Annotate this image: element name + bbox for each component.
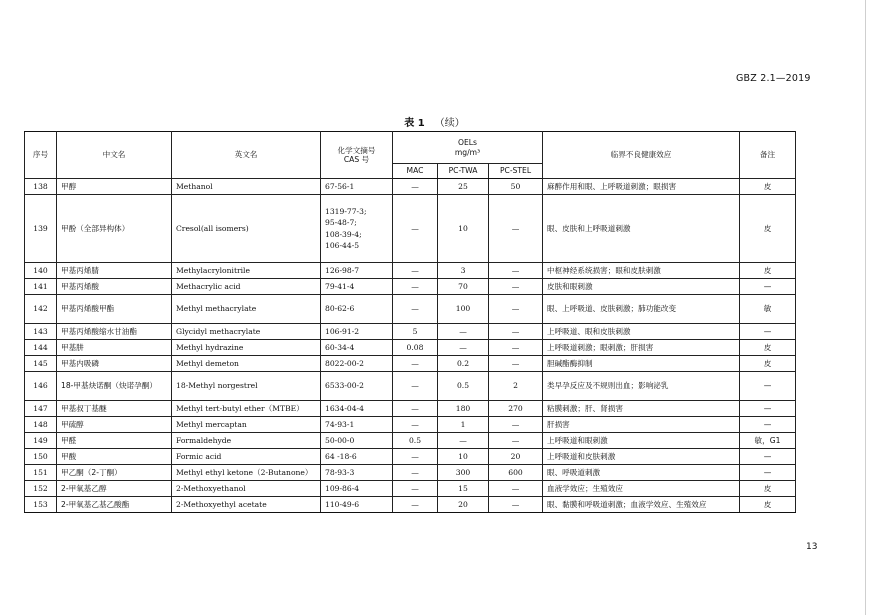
cell-no: 151 (25, 465, 57, 481)
cell-cas (321, 195, 393, 263)
cell-twa: 10 (438, 449, 489, 465)
cell-twa: 25 (438, 179, 489, 195)
cell-no: 148 (25, 417, 57, 433)
header-mac: MAC (393, 164, 438, 179)
table-row (25, 340, 796, 356)
cell-mac: — (393, 279, 438, 295)
cell-cn: 2-甲氧基乙基乙酸酯 (57, 497, 172, 513)
cell-stel: — (489, 356, 543, 372)
header-oels-line1: OELs (458, 138, 477, 147)
cell-cn: 甲酚（全部异构体） (57, 195, 172, 263)
cell-effect: 眼、皮肤和上呼吸道刺激 (543, 195, 740, 263)
header-no: 序号 (25, 132, 57, 179)
cell-twa: 70 (438, 279, 489, 295)
cell-cas (321, 340, 393, 356)
cell-no: 149 (25, 433, 57, 449)
header-cas (321, 132, 393, 179)
table-row (25, 324, 796, 340)
cell-en: 2-Methoxyethanol (172, 481, 321, 497)
cell-twa: 300 (438, 465, 489, 481)
cell-stel: 270 (489, 401, 543, 417)
cell-cas (321, 465, 393, 481)
cell-mac: 0.08 (393, 340, 438, 356)
cell-twa: 1 (438, 417, 489, 433)
cell-no: 152 (25, 481, 57, 497)
cell-cn: 18-甲基炔诺酮（炔诺孕酮） (57, 372, 172, 401)
cas-number: 50-00-0 (325, 435, 355, 445)
cas-number: 1634-04-4 (325, 403, 364, 413)
oel-table-body (25, 179, 796, 513)
cell-en: Methyl methacrylate (172, 295, 321, 324)
cell-cas (321, 401, 393, 417)
cas-number: 109-86-4 (325, 483, 360, 493)
table-row (25, 195, 796, 263)
cell-twa: 0.5 (438, 372, 489, 401)
table-row (25, 372, 796, 401)
cell-stel: 50 (489, 179, 543, 195)
cas-number: 108-39-4; (325, 229, 362, 239)
cell-note: — (740, 417, 796, 433)
cas-number: 6533-00-2 (325, 381, 364, 391)
table-row (25, 433, 796, 449)
cell-mac: — (393, 481, 438, 497)
cas-number: 60-34-4 (325, 342, 355, 352)
cell-stel: — (489, 279, 543, 295)
cell-en: Methacrylic acid (172, 279, 321, 295)
cas-number: 79-41-4 (325, 281, 355, 291)
cell-cas (321, 295, 393, 324)
cas-number: 106-91-2 (325, 326, 360, 336)
cas-number: 126-98-7 (325, 265, 360, 275)
cell-mac: — (393, 497, 438, 513)
cell-stel: — (489, 295, 543, 324)
cell-effect: 眼、呼吸道刺激 (543, 465, 740, 481)
cell-cn: 甲基叔丁基醚 (57, 401, 172, 417)
cell-twa: 15 (438, 481, 489, 497)
cell-mac: — (393, 417, 438, 433)
cell-en: Methanol (172, 179, 321, 195)
cell-cn: 2-甲氧基乙醇 (57, 481, 172, 497)
cell-effect: 眼、上呼吸道、皮肤刺激；肺功能改变 (543, 295, 740, 324)
header-cas-line1: 化学文摘号 (337, 145, 376, 155)
cell-cas (321, 179, 393, 195)
cas-number: 74-93-1 (325, 419, 355, 429)
cell-no: 142 (25, 295, 57, 324)
cell-effect: 皮肤和眼刺激 (543, 279, 740, 295)
cas-number: 64 -18-6 (325, 451, 357, 461)
cell-no: 143 (25, 324, 57, 340)
cell-mac: — (393, 179, 438, 195)
cell-twa: 180 (438, 401, 489, 417)
table-title-label: 表 1 (404, 118, 425, 129)
cell-stel: 20 (489, 449, 543, 465)
cell-twa: — (438, 340, 489, 356)
cell-twa: 10 (438, 195, 489, 263)
cell-note: 皮 (740, 263, 796, 279)
cell-cn: 甲基丙烯腈 (57, 263, 172, 279)
cas-number: 1319-77-3; (325, 206, 367, 216)
table-title (0, 114, 869, 129)
cell-no: 147 (25, 401, 57, 417)
cell-mac: — (393, 372, 438, 401)
cell-stel: — (489, 340, 543, 356)
cell-en: Methyl hydrazine (172, 340, 321, 356)
cell-mac: — (393, 449, 438, 465)
table-continued-label: （续） (434, 118, 465, 129)
header-oels (393, 132, 543, 164)
cell-note: — (740, 372, 796, 401)
cell-note: 敏，G1 (740, 433, 796, 449)
cell-twa: — (438, 324, 489, 340)
cell-cn: 甲乙酮（2-丁酮） (57, 465, 172, 481)
cell-effect: 类早孕反应及不规则出血；影响泌乳 (543, 372, 740, 401)
cell-cas (321, 417, 393, 433)
table-row (25, 401, 796, 417)
cell-no: 146 (25, 372, 57, 401)
cell-stel: — (489, 324, 543, 340)
cell-en: Methyl tert-butyl ether（MTBE） (172, 401, 321, 417)
cell-no: 141 (25, 279, 57, 295)
cell-stel: — (489, 481, 543, 497)
cell-mac: — (393, 356, 438, 372)
cell-no: 140 (25, 263, 57, 279)
cell-cas (321, 324, 393, 340)
cell-twa: 20 (438, 497, 489, 513)
cell-en: Methylacrylonitrile (172, 263, 321, 279)
header-note: 备注 (740, 132, 796, 179)
cell-mac: — (393, 295, 438, 324)
cell-effect: 眼、黏膜和呼吸道刺激；血液学效应、生殖效应 (543, 497, 740, 513)
cell-cn: 甲硫醇 (57, 417, 172, 433)
cas-number: 80-62-6 (325, 304, 355, 314)
oel-table (24, 131, 796, 513)
header-cn-name: 中文名 (57, 132, 172, 179)
cell-twa: 3 (438, 263, 489, 279)
cell-effect: 上呼吸道刺激；眼刺激；肝损害 (543, 340, 740, 356)
cell-cas (321, 481, 393, 497)
cas-number: 67-56-1 (325, 181, 355, 191)
cell-effect: 中枢神经系统损害；眼和皮肤刺激 (543, 263, 740, 279)
header-stel: PC-STEL (489, 164, 543, 179)
table-row (25, 179, 796, 195)
cell-effect: 上呼吸道和眼刺激 (543, 433, 740, 449)
cell-stel: 2 (489, 372, 543, 401)
cell-cas (321, 449, 393, 465)
cell-mac: — (393, 263, 438, 279)
cell-stel: — (489, 497, 543, 513)
table-row (25, 279, 796, 295)
cell-cn: 甲基丙烯酸缩水甘油酯 (57, 324, 172, 340)
cell-stel: 600 (489, 465, 543, 481)
cell-twa: 100 (438, 295, 489, 324)
cell-en: Formic acid (172, 449, 321, 465)
cell-cn: 甲基丙烯酸甲酯 (57, 295, 172, 324)
cell-cas (321, 263, 393, 279)
table-row (25, 481, 796, 497)
cell-mac: 0.5 (393, 433, 438, 449)
cell-cn: 甲基肼 (57, 340, 172, 356)
cell-stel: — (489, 433, 543, 449)
header-cas-line2: CAS 号 (343, 155, 370, 164)
cell-no: 144 (25, 340, 57, 356)
cell-effect: 肝损害 (543, 417, 740, 433)
cell-twa: 0.2 (438, 356, 489, 372)
cell-effect: 麻醉作用和眼、上呼吸道刺激；眼损害 (543, 179, 740, 195)
table-row (25, 263, 796, 279)
cell-note: 皮 (740, 179, 796, 195)
cell-en: Methyl mercaptan (172, 417, 321, 433)
header-oels-line2: mg/m³ (454, 147, 481, 157)
cell-note: 皮 (740, 356, 796, 372)
table-row (25, 295, 796, 324)
cell-cas (321, 279, 393, 295)
cell-note: 皮 (740, 497, 796, 513)
cell-en: Cresol(all isomers) (172, 195, 321, 263)
cell-no: 138 (25, 179, 57, 195)
table-row (25, 356, 796, 372)
cell-en: 18-Methyl norgestrel (172, 372, 321, 401)
page-edge-line (865, 0, 866, 615)
cell-mac: — (393, 401, 438, 417)
cas-number: 106-44-5 (325, 241, 360, 250)
cell-stel: — (489, 263, 543, 279)
header-twa: PC-TWA (438, 164, 489, 179)
cell-note: — (740, 401, 796, 417)
cell-cas (321, 372, 393, 401)
cas-number: 95-48-7; (325, 218, 357, 227)
table-row (25, 449, 796, 465)
cell-note: — (740, 465, 796, 481)
cell-en: Glycidyl methacrylate (172, 324, 321, 340)
header-effect: 临界不良健康效应 (543, 132, 740, 179)
cell-note: — (740, 279, 796, 295)
cell-en: Methyl ethyl ketone（2-Butanone） (172, 465, 321, 481)
cell-cas (321, 433, 393, 449)
document-code: GBZ 2.1—2019 (736, 73, 811, 84)
cell-no: 145 (25, 356, 57, 372)
cell-note: 敏 (740, 295, 796, 324)
cell-note: — (740, 449, 796, 465)
cell-effect: 粘膜刺激；肝、肾损害 (543, 401, 740, 417)
cell-mac: — (393, 195, 438, 263)
table-row (25, 465, 796, 481)
cell-cn: 甲醇 (57, 179, 172, 195)
cell-effect: 上呼吸道和皮肤刺激 (543, 449, 740, 465)
cell-mac: 5 (393, 324, 438, 340)
page-number: 13 (806, 542, 818, 552)
cell-effect: 胆碱酯酶抑制 (543, 356, 740, 372)
cell-cn: 甲醛 (57, 433, 172, 449)
cell-en: 2-Methoxyethyl acetate (172, 497, 321, 513)
cell-no: 150 (25, 449, 57, 465)
cell-cn: 甲基丙烯酸 (57, 279, 172, 295)
cell-note: — (740, 324, 796, 340)
cell-stel: — (489, 195, 543, 263)
cell-twa: — (438, 433, 489, 449)
cell-no: 139 (25, 195, 57, 263)
cell-note: 皮 (740, 481, 796, 497)
cell-no: 153 (25, 497, 57, 513)
cas-number: 8022-00-2 (325, 358, 364, 368)
cell-en: Methyl demeton (172, 356, 321, 372)
cell-mac: — (393, 465, 438, 481)
cell-effect: 上呼吸道、眼和皮肤刺激 (543, 324, 740, 340)
cas-number: 110-49-6 (325, 499, 360, 509)
cell-cas (321, 356, 393, 372)
cell-cn: 甲酸 (57, 449, 172, 465)
cell-note: 皮 (740, 195, 796, 263)
cell-cas (321, 497, 393, 513)
header-en-name: 英文名 (172, 132, 321, 179)
cell-en: Formaldehyde (172, 433, 321, 449)
cas-number: 78-93-3 (325, 467, 355, 477)
cell-stel: — (489, 417, 543, 433)
cell-cn: 甲基内吸磷 (57, 356, 172, 372)
cell-note: 皮 (740, 340, 796, 356)
table-row (25, 497, 796, 513)
cell-effect: 血液学效应；生殖效应 (543, 481, 740, 497)
table-row (25, 417, 796, 433)
